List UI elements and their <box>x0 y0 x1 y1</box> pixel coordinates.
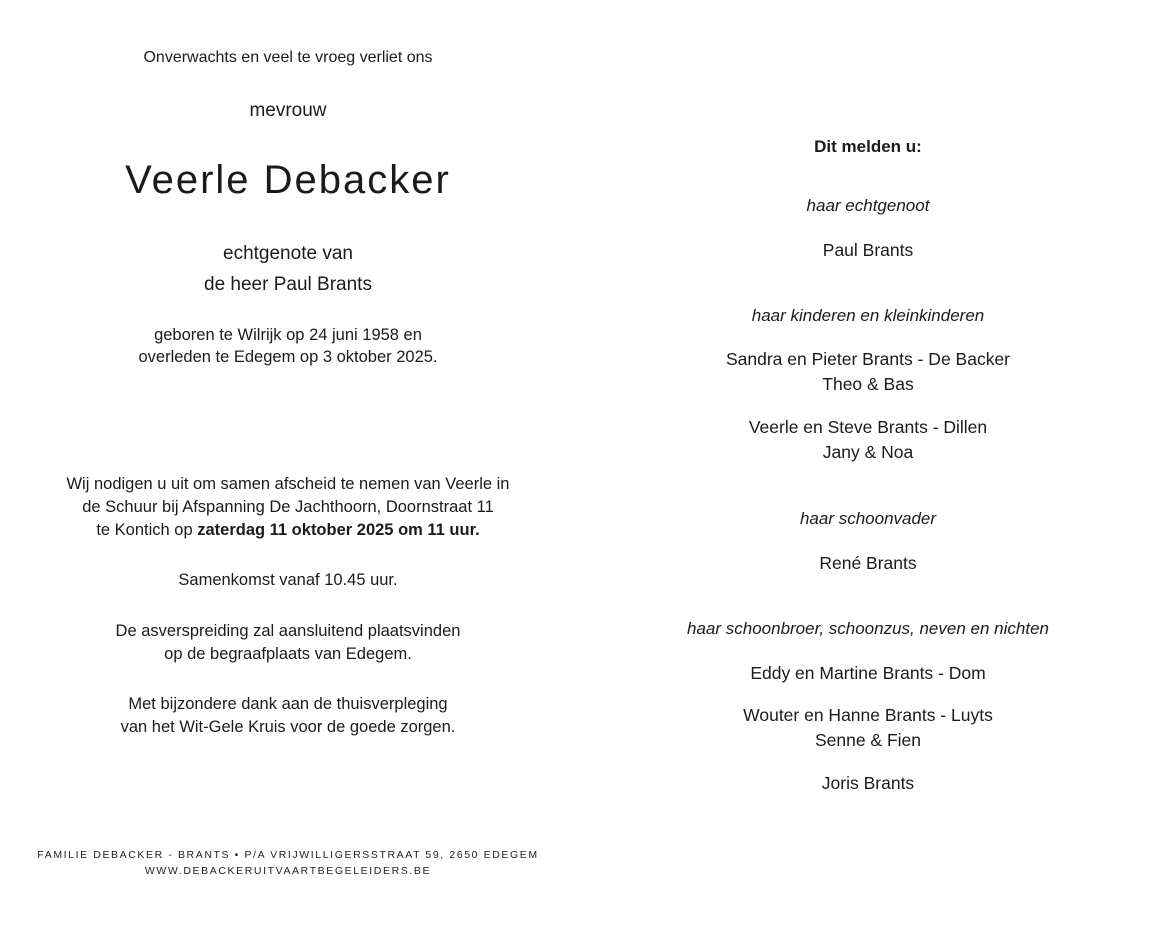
footer-website-line: WWW.DEBACKERUITVAARTBEGELEIDERS.BE <box>144 865 432 877</box>
spouse-line-2: de heer Paul Brants <box>204 274 372 295</box>
announcer-name: René Brants <box>819 553 917 573</box>
ashes-line-1: De asverspreiding zal aansluitend plaatsvinden <box>115 622 461 640</box>
thanks-line-1: Met bijzondere dank aan de thuisverpleging <box>128 695 448 713</box>
ashes-line-2: op de begraafplaats van Edegem. <box>164 645 412 663</box>
relation-label-spouse: haar echtgenoot <box>806 196 930 215</box>
invitation-line-3-prefix: te Kontich op <box>96 521 198 539</box>
announcer-grandchildren: Theo & Bas <box>822 374 914 394</box>
relation-label-in-laws: haar schoonbroer, schoonzus, neven en nichten <box>687 619 1049 638</box>
announcer-name: Paul Brants <box>822 240 914 260</box>
announcer-children: Senne & Fien <box>814 730 922 750</box>
ashes-scattering-note <box>28 620 548 666</box>
announcer-couple: Veerle en Steve Brants - Dillen <box>748 417 988 437</box>
announcer-couple: Eddy en Martine Brants - Dom <box>750 663 986 683</box>
footer-address-line: FAMILIE DEBACKER - BRANTS • P/A VRIJWILLIGERSSTRAAT 59, 2650 EDEGEM <box>37 849 539 861</box>
spouse-line-1: echtgenote van <box>223 243 353 264</box>
announcer-name: Joris Brants <box>821 773 915 793</box>
thanks-note <box>28 693 548 739</box>
announcer-couple: Sandra en Pieter Brants - De Backer <box>725 349 1011 369</box>
intro-line: Onverwachts en veel te vroeg verliet ons <box>143 49 433 66</box>
announcer-grandchildren: Jany & Noa <box>822 442 914 462</box>
announcer-family <box>638 415 1098 465</box>
invitation-line-1: Wij nodigen u uit om samen afscheid te nemen van Veerle in <box>66 475 510 493</box>
deceased-name: Veerle Debacker <box>125 158 451 202</box>
announcer-family <box>638 347 1098 397</box>
death-line: overleden te Edegem op 3 oktober 2025. <box>138 348 438 366</box>
relation-label-father-in-law: haar schoonvader <box>799 509 937 528</box>
salutation: mevrouw <box>249 100 327 121</box>
announcers-heading: Dit melden u: <box>814 137 922 156</box>
thanks-line-2: van het Wit-Gele Kruis voor de goede zorgen. <box>120 718 456 736</box>
family-address-footer <box>28 847 548 879</box>
relation-label-children: haar kinderen en kleinkinderen <box>751 306 985 325</box>
ceremony-invitation <box>28 473 548 542</box>
invitation-line-2: de Schuur bij Afspanning De Jachthoorn, Doornstraat 11 <box>82 498 494 516</box>
gathering-time: Samenkomst vanaf 10.45 uur. <box>178 571 398 589</box>
announcement-column <box>28 0 548 928</box>
invitation-line-3 <box>96 521 479 539</box>
birth-death-dates <box>28 324 548 368</box>
announcers-column <box>638 0 1098 928</box>
announcer-couple: Wouter en Hanne Brants - Luyts <box>743 705 993 725</box>
birth-line: geboren te Wilrijk op 24 juni 1958 en <box>154 326 422 344</box>
announcer-family <box>638 703 1098 753</box>
spouse-of <box>28 238 548 300</box>
ceremony-date-bold: zaterdag 11 oktober 2025 om 11 uur. <box>197 521 480 539</box>
